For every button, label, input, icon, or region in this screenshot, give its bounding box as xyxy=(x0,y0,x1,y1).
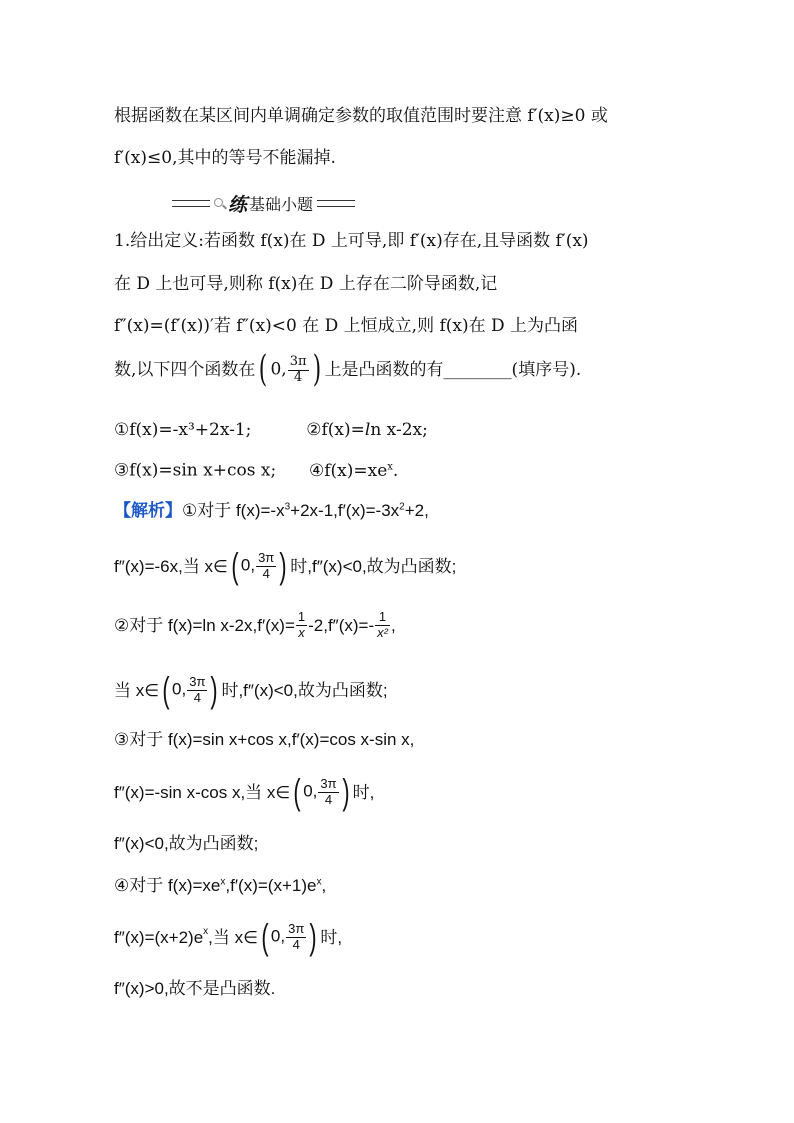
solution-line-7: f″(x)<0,故为凸函数; xyxy=(114,834,259,853)
interval: ( 0, $\frac{3\pi}{4}$ ) xyxy=(162,669,219,710)
problem-line-1: 1.给出定义:若函数 f(x)在 D 上可导,即 f′(x)存在,且导函数 f′(x) xyxy=(114,231,589,251)
problem-line-3: f″(x)=(f′(x))′若 f″(x)<0 在 D 上恒成立,则 f(x)在 D 上为凸函 xyxy=(114,316,579,336)
problem-line-2: 在 D 上也可导,则称 f(x)在 D 上存在二阶导函数,记 xyxy=(114,274,498,294)
problem-line-4 xyxy=(114,349,582,390)
solution-label: 【解析】 xyxy=(114,501,182,520)
interval-zero: 0 xyxy=(270,359,282,380)
options-row-1 xyxy=(114,422,428,439)
interval: ( 0, $\frac{3\pi}{4}$ ) xyxy=(231,545,287,586)
solution-line-4: 当 x∈ ( 0, $\frac{3\pi}{4}$ ) 时,f″(x)<0,故为凸函数; xyxy=(114,669,388,710)
solution-line-5: ③对于 f(x)=sin x+cos x,f′(x)=cos x-sin x, xyxy=(114,730,415,749)
magnifier-icon xyxy=(214,198,226,210)
interval: ( 0, $\frac{3\pi}{4}$ ) xyxy=(261,916,317,957)
solution-line-3: ②对于 f(x)=ln x-2x,f′(x)= $\frac{1}{x}$ -2,f″(x)=- $\frac{1}{\text{x²}}$ , xyxy=(114,609,396,640)
option-1: ①f(x)=-x³+2x-1; xyxy=(114,420,252,440)
solution-line-9: f″(x)=(x+2)e x ,当 x∈ ( 0, $\frac{3\pi}{4}$ ) 时, xyxy=(114,916,343,957)
intro-line-1: 根据函数在某区间内单调确定参数的取值范围时要注意 f′(x)≥0 或 xyxy=(114,106,608,126)
solution-line-8: ④对于 $f(x)=xe^x,f'(x)=(x+1)e^x$, xyxy=(114,876,327,895)
interval: ( 0, $\frac{3\pi}{4}$ ) xyxy=(293,771,350,812)
solution-line-2: f″(x)=-6x,当 x∈ ( 0, $\frac{3\pi}{4}$ ) 时,f″(x)<0,故为凸函数; xyxy=(114,545,457,586)
option-4: $④f(x)=xe^x$. xyxy=(309,460,399,481)
section-title-text: 基础小题 xyxy=(249,195,314,214)
option-2: ②f(x)=ln x-2x; xyxy=(306,420,428,440)
section-icon-char: 练 xyxy=(228,194,248,216)
problem-line-4-pre: 数,以下四个函数在 xyxy=(114,359,256,380)
fraction: $\frac{3\pi}{4}$ xyxy=(289,353,307,385)
option-3: ③f(x)=sin x+cos x; xyxy=(114,460,277,481)
options-row-2 xyxy=(114,462,398,480)
fraction: $\frac{1}{\text{x²}}$ xyxy=(377,609,388,640)
problem-line-4-post: 上是凸函数的有________(填序号). xyxy=(324,359,582,380)
interval: ( 0, $\frac{3\pi}{4}$ ) xyxy=(259,349,321,390)
solution-line-1: 【解析】①对于 $f(x)=-x^3+2x-1,f'(x)=-3x^2+2$, xyxy=(114,501,429,520)
section-title xyxy=(168,190,359,217)
solution-line-6: f″(x)=-sin x-cos x,当 x∈ ( 0, $\frac{3\pi}{4}$ ) 时, xyxy=(114,771,375,812)
right-rule xyxy=(317,200,355,207)
left-rule xyxy=(172,200,210,207)
intro-line-2: f′(x)≤0,其中的等号不能漏掉. xyxy=(114,148,336,168)
solution-line-10: f″(x)>0,故不是凸函数. xyxy=(114,979,276,998)
fraction: $\frac{1}{x}$ xyxy=(297,609,306,640)
